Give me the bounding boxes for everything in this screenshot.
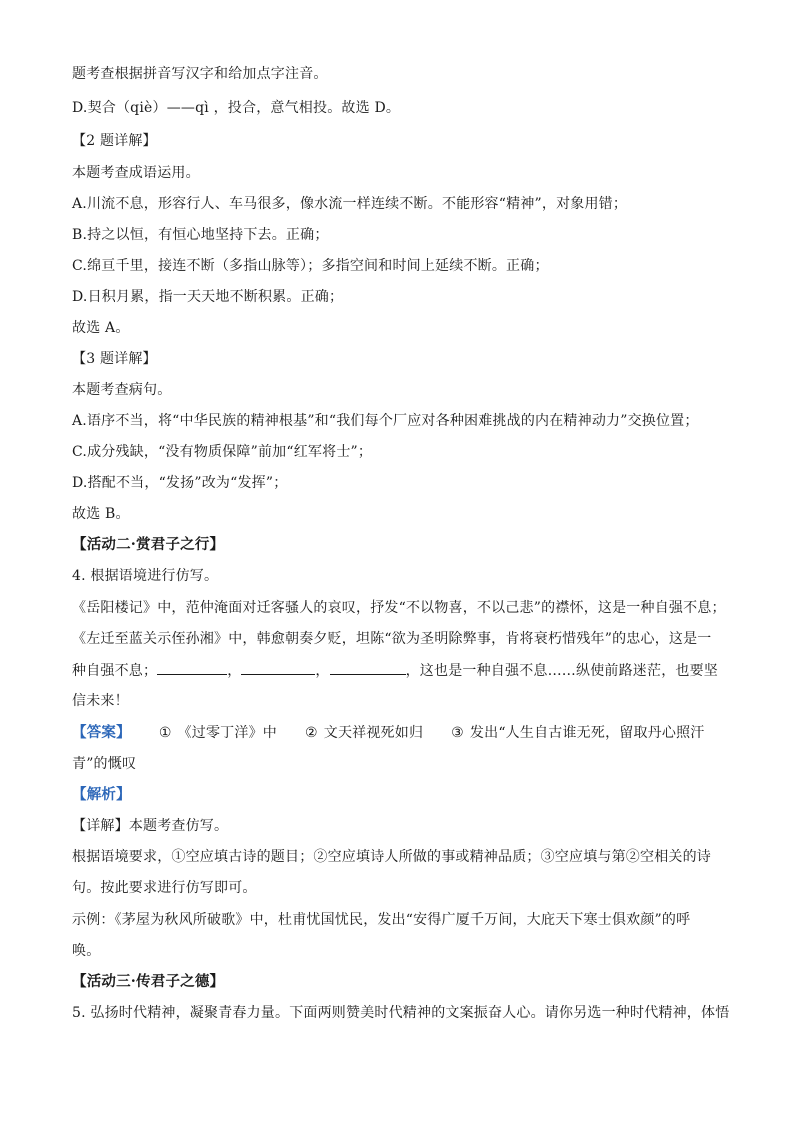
option-a: A.语序不当，将“中华民族的精神根基”和“我们每个厂应对各种困难挑战的内在精神动力”交换位置； bbox=[72, 413, 699, 429]
detail-line bbox=[72, 816, 734, 836]
answer-label: 【答案】 bbox=[72, 724, 131, 741]
option-d: D.日积月累，指一天天地不断积累。正确； bbox=[72, 289, 344, 305]
detail-text: 本题考查仿写。 bbox=[128, 818, 229, 834]
answer-num: ③ bbox=[451, 725, 464, 741]
paragraph-line: 唤。 bbox=[72, 943, 101, 959]
fill-blank-2 bbox=[241, 660, 315, 675]
option-b: B.持之以恒，有恒心地坚持下去。正确； bbox=[72, 227, 329, 243]
text-line: 题考查根据拼音写汉字和给加点字注音。 bbox=[72, 66, 328, 82]
answer-line: 故选 B。 bbox=[72, 506, 130, 522]
fill-blank-1 bbox=[157, 660, 227, 675]
answer-row bbox=[72, 723, 734, 743]
text-segment: ，这也是一种自强不息……纵使前路迷茫，也要坚 bbox=[405, 663, 719, 679]
answer-text: 《过零丁洋》中 bbox=[177, 725, 277, 741]
answer-num: ① bbox=[158, 725, 172, 741]
option-d: D.搭配不当，“发扬”改为“发挥”； bbox=[72, 475, 288, 491]
paragraph-line: 《岳阳楼记》中，范仲淹面对迁客骚人的哀叹，抒发“不以物喜，不以己悲”的襟怀，这是一种自强不息； bbox=[72, 600, 726, 616]
answer-continuation: 青”的慨叹 bbox=[72, 756, 137, 772]
answer-text: 发出“人生自古谁无死，留取丹心照汗 bbox=[469, 725, 705, 741]
activity-heading-2: 【活动二·赏君子之行】 bbox=[72, 536, 225, 553]
detail-label: 【详解】 bbox=[72, 818, 129, 834]
text-line: 本题考查病句。 bbox=[72, 382, 172, 398]
analysis-label: 【解析】 bbox=[72, 786, 131, 803]
text-line: D.契合（qiè）——qì ，投合，意气相投。故选 D。 bbox=[72, 100, 401, 116]
question-title-4: 4. 根据语境进行仿写。 bbox=[72, 568, 219, 584]
option-c: C.绵亘千里，接连不断（多指山脉等）；多指空间和时间上延续不断。正确； bbox=[72, 258, 549, 274]
paragraph-line: 示例：《茅屋为秋风所破歌》中，杜甫忧国忧民，发出“安得广厦千万间，大庇天下寒士俱欢颜”的呼 bbox=[72, 912, 691, 928]
section-header-q2: 【2 题详解】 bbox=[72, 133, 157, 149]
separator: ， bbox=[227, 663, 242, 679]
answer-num: ② bbox=[304, 725, 318, 741]
section-header-q3: 【3 题详解】 bbox=[72, 351, 157, 367]
answer-item-2 bbox=[305, 723, 423, 743]
paragraph-line: 信未来！ bbox=[72, 693, 129, 709]
question-title-5: 5. 弘扬时代精神，凝聚青春力量。下面两则赞美时代精神的文案振奋人心。请你另选一种时代精神，体悟 bbox=[72, 1005, 730, 1021]
paragraph-line: 根据语境要求，①空应填古诗的题目；②空应填诗人所做的事或精神品质；③空应填与第②空相关的诗 bbox=[72, 849, 711, 865]
answer-item-3 bbox=[451, 723, 704, 743]
answer-text: 文天祥视死如归 bbox=[323, 725, 424, 741]
text-segment: 种自强不息； bbox=[72, 663, 158, 679]
option-a: A.川流不息，形容行人、车马很多，像水流一样连续不断。不能形容“精神”，对象用错； bbox=[72, 196, 628, 212]
activity-heading-3: 【活动三·传君子之德】 bbox=[72, 973, 225, 990]
paragraph-line: 《左迁至蓝关示侄孙湘》中，韩愈朝奏夕贬，坦陈“欲为圣明除弊事，肯将衰朽惜残年”的忠心，这是一 bbox=[72, 631, 712, 647]
answer-item-1 bbox=[159, 723, 277, 743]
option-c: C.成分残缺，“没有物质保障”前加“红军将士”； bbox=[72, 444, 373, 460]
paragraph-line: 句。按此要求进行仿写即可。 bbox=[72, 880, 257, 896]
answer-line: 故选 A。 bbox=[72, 320, 130, 336]
fill-blank-3 bbox=[330, 660, 406, 675]
separator: ， bbox=[315, 663, 330, 679]
paragraph-line-with-blanks bbox=[72, 660, 734, 681]
text-line: 本题考查成语运用。 bbox=[72, 165, 200, 181]
